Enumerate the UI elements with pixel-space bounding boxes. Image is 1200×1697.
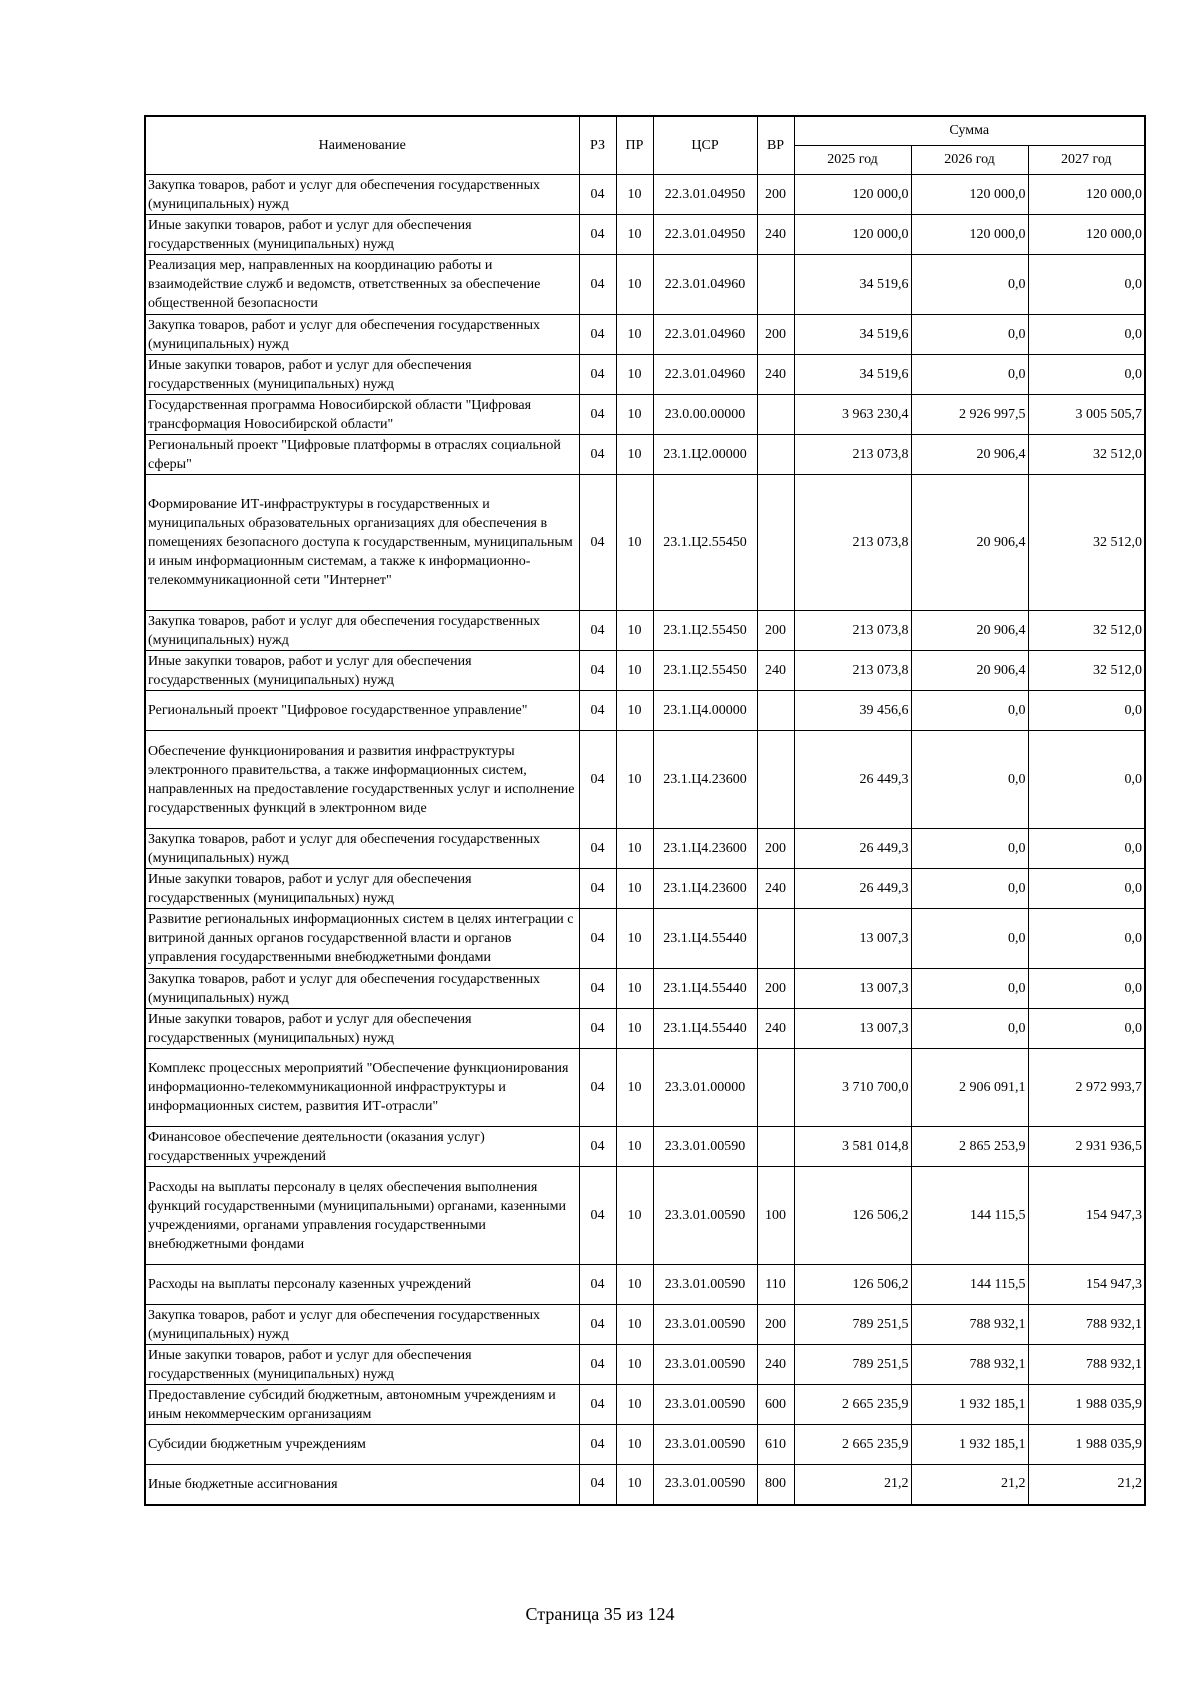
header-name: Наименование	[145, 116, 579, 175]
cell-sum-2026: 1 932 185,1	[911, 1425, 1028, 1465]
cell-rz: 04	[579, 1049, 616, 1127]
cell-sum-2026: 144 115,5	[911, 1265, 1028, 1305]
table-row	[145, 475, 1145, 611]
cell-csr: 23.3.01.00590	[653, 1305, 757, 1345]
cell-sum-2027: 0,0	[1028, 691, 1145, 731]
cell-vr: 240	[757, 1345, 794, 1385]
cell-vr: 240	[757, 215, 794, 255]
table-row	[145, 315, 1145, 355]
cell-csr: 23.1.Ц4.23600	[653, 829, 757, 869]
table-row	[145, 691, 1145, 731]
cell-name: Реализация мер, направленных на координацию работы и взаимодействие служб и ведомств, ответственных за обеспечение общественной безопасности	[145, 255, 579, 315]
cell-pr: 10	[616, 651, 653, 691]
cell-sum-2027: 0,0	[1028, 355, 1145, 395]
cell-vr: 800	[757, 1465, 794, 1505]
cell-sum-2025: 26 449,3	[794, 829, 911, 869]
cell-name: Иные закупки товаров, работ и услуг для обеспечения государственных (муниципальных) нужд	[145, 869, 579, 909]
cell-rz: 04	[579, 475, 616, 611]
cell-rz: 04	[579, 395, 616, 435]
table-row	[145, 731, 1145, 829]
cell-vr: 610	[757, 1425, 794, 1465]
cell-sum-2026: 21,2	[911, 1465, 1028, 1505]
cell-vr: 200	[757, 315, 794, 355]
cell-vr: 240	[757, 355, 794, 395]
cell-vr: 200	[757, 829, 794, 869]
cell-name: Иные закупки товаров, работ и услуг для обеспечения государственных (муниципальных) нужд	[145, 215, 579, 255]
header-pr: ПР	[616, 116, 653, 175]
table-row	[145, 1385, 1145, 1425]
cell-name: Предоставление субсидий бюджетным, автономным учреждениям и иным некоммерческим организациям	[145, 1385, 579, 1425]
cell-vr: 200	[757, 175, 794, 215]
cell-sum-2027: 32 512,0	[1028, 611, 1145, 651]
cell-pr: 10	[616, 909, 653, 969]
cell-sum-2027: 2 931 936,5	[1028, 1127, 1145, 1167]
cell-name: Закупка товаров, работ и услуг для обеспечения государственных (муниципальных) нужд	[145, 315, 579, 355]
cell-name: Закупка товаров, работ и услуг для обеспечения государственных (муниципальных) нужд	[145, 175, 579, 215]
cell-vr: 600	[757, 1385, 794, 1425]
cell-sum-2027: 21,2	[1028, 1465, 1145, 1505]
cell-name: Закупка товаров, работ и услуг для обеспечения государственных (муниципальных) нужд	[145, 611, 579, 651]
cell-rz: 04	[579, 355, 616, 395]
cell-sum-2026: 0,0	[911, 869, 1028, 909]
cell-sum-2027: 0,0	[1028, 1009, 1145, 1049]
cell-rz: 04	[579, 691, 616, 731]
cell-csr: 22.3.01.04960	[653, 355, 757, 395]
cell-sum-2026: 0,0	[911, 691, 1028, 731]
cell-sum-2026: 0,0	[911, 315, 1028, 355]
cell-sum-2026: 1 932 185,1	[911, 1385, 1028, 1425]
cell-sum-2025: 2 665 235,9	[794, 1425, 911, 1465]
cell-rz: 04	[579, 909, 616, 969]
cell-rz: 04	[579, 1465, 616, 1505]
cell-sum-2027: 154 947,3	[1028, 1265, 1145, 1305]
cell-csr: 22.3.01.04960	[653, 315, 757, 355]
cell-sum-2026: 0,0	[911, 255, 1028, 315]
cell-sum-2025: 789 251,5	[794, 1305, 911, 1345]
cell-sum-2025: 13 007,3	[794, 909, 911, 969]
cell-sum-2026: 120 000,0	[911, 175, 1028, 215]
cell-csr: 22.3.01.04950	[653, 215, 757, 255]
cell-rz: 04	[579, 1009, 616, 1049]
cell-sum-2027: 0,0	[1028, 869, 1145, 909]
cell-csr: 23.1.Ц4.55440	[653, 909, 757, 969]
cell-name: Развитие региональных информационных систем в целях интеграции с витриной данных органов государственной власти и органов управления государственными внебюджетными фондами	[145, 909, 579, 969]
cell-name: Государственная программа Новосибирской области "Цифровая трансформация Новосибирской области"	[145, 395, 579, 435]
cell-sum-2025: 13 007,3	[794, 969, 911, 1009]
cell-sum-2027: 0,0	[1028, 969, 1145, 1009]
cell-pr: 10	[616, 691, 653, 731]
cell-sum-2026: 20 906,4	[911, 475, 1028, 611]
cell-name: Иные закупки товаров, работ и услуг для обеспечения государственных (муниципальных) нужд	[145, 355, 579, 395]
cell-pr: 10	[616, 1345, 653, 1385]
cell-pr: 10	[616, 869, 653, 909]
cell-sum-2027: 788 932,1	[1028, 1345, 1145, 1385]
cell-sum-2026: 788 932,1	[911, 1305, 1028, 1345]
table-row	[145, 1049, 1145, 1127]
cell-pr: 10	[616, 475, 653, 611]
cell-sum-2025: 120 000,0	[794, 175, 911, 215]
table-row	[145, 395, 1145, 435]
cell-vr: 240	[757, 651, 794, 691]
cell-csr: 23.3.01.00000	[653, 1049, 757, 1127]
cell-sum-2026: 0,0	[911, 1009, 1028, 1049]
cell-sum-2027: 788 932,1	[1028, 1305, 1145, 1345]
cell-rz: 04	[579, 731, 616, 829]
table-header	[145, 116, 1145, 175]
cell-sum-2026: 20 906,4	[911, 651, 1028, 691]
cell-csr: 22.3.01.04950	[653, 175, 757, 215]
table-row	[145, 355, 1145, 395]
cell-vr	[757, 691, 794, 731]
cell-name: Расходы на выплаты персоналу казенных учреждений	[145, 1265, 579, 1305]
cell-sum-2026: 2 906 091,1	[911, 1049, 1028, 1127]
cell-sum-2026: 0,0	[911, 909, 1028, 969]
cell-sum-2025: 213 073,8	[794, 475, 911, 611]
cell-pr: 10	[616, 215, 653, 255]
cell-sum-2025: 126 506,2	[794, 1265, 911, 1305]
cell-sum-2026: 0,0	[911, 731, 1028, 829]
table-row	[145, 1127, 1145, 1167]
cell-sum-2027: 120 000,0	[1028, 215, 1145, 255]
table-body	[145, 175, 1145, 1505]
cell-sum-2026: 20 906,4	[911, 611, 1028, 651]
cell-pr: 10	[616, 1167, 653, 1265]
cell-name: Региональный проект "Цифровые платформы в отраслях социальной сферы"	[145, 435, 579, 475]
table-row	[145, 1009, 1145, 1049]
cell-pr: 10	[616, 611, 653, 651]
table-row	[145, 969, 1145, 1009]
cell-pr: 10	[616, 1465, 653, 1505]
cell-rz: 04	[579, 1345, 616, 1385]
cell-pr: 10	[616, 1305, 653, 1345]
cell-rz: 04	[579, 175, 616, 215]
cell-pr: 10	[616, 315, 653, 355]
cell-pr: 10	[616, 1127, 653, 1167]
header-rz: РЗ	[579, 116, 616, 175]
cell-name: Расходы на выплаты персоналу в целях обеспечения выполнения функций государственными (муниципальными) органами, казенными учреждениями, органами управления государственными внебюджетными фондами	[145, 1167, 579, 1265]
cell-sum-2026: 120 000,0	[911, 215, 1028, 255]
cell-name: Формирование ИТ-инфраструктуры в государственных и муниципальных образовательных организациях для обеспечения в помещениях безопасного доступа к государственным, муниципальным и иным информационным системам, а также к информационно-телекоммуникационной сети "Интернет"	[145, 475, 579, 611]
table-row	[145, 175, 1145, 215]
cell-pr: 10	[616, 395, 653, 435]
cell-vr: 200	[757, 1305, 794, 1345]
cell-name: Иные закупки товаров, работ и услуг для обеспечения государственных (муниципальных) нужд	[145, 1345, 579, 1385]
cell-sum-2025: 26 449,3	[794, 731, 911, 829]
cell-vr	[757, 731, 794, 829]
cell-sum-2025: 3 963 230,4	[794, 395, 911, 435]
cell-name: Региональный проект "Цифровое государственное управление"	[145, 691, 579, 731]
cell-csr: 22.3.01.04960	[653, 255, 757, 315]
cell-sum-2027: 2 972 993,7	[1028, 1049, 1145, 1127]
cell-name: Финансовое обеспечение деятельности (оказания услуг) государственных учреждений	[145, 1127, 579, 1167]
cell-rz: 04	[579, 1167, 616, 1265]
cell-rz: 04	[579, 869, 616, 909]
cell-name: Иные закупки товаров, работ и услуг для обеспечения государственных (муниципальных) нужд	[145, 651, 579, 691]
cell-vr	[757, 1049, 794, 1127]
cell-vr: 200	[757, 969, 794, 1009]
cell-sum-2027: 0,0	[1028, 315, 1145, 355]
cell-sum-2025: 213 073,8	[794, 611, 911, 651]
cell-sum-2026: 0,0	[911, 829, 1028, 869]
cell-sum-2026: 144 115,5	[911, 1167, 1028, 1265]
budget-table	[144, 115, 1146, 1506]
table-row	[145, 829, 1145, 869]
cell-sum-2025: 34 519,6	[794, 355, 911, 395]
cell-sum-2025: 26 449,3	[794, 869, 911, 909]
table-row	[145, 1305, 1145, 1345]
cell-sum-2027: 3 005 505,7	[1028, 395, 1145, 435]
cell-sum-2025: 21,2	[794, 1465, 911, 1505]
cell-sum-2027: 0,0	[1028, 829, 1145, 869]
cell-rz: 04	[579, 969, 616, 1009]
cell-vr: 110	[757, 1265, 794, 1305]
table-row	[145, 215, 1145, 255]
cell-sum-2025: 213 073,8	[794, 651, 911, 691]
cell-name: Иные бюджетные ассигнования	[145, 1465, 579, 1505]
cell-sum-2026: 0,0	[911, 969, 1028, 1009]
cell-rz: 04	[579, 829, 616, 869]
cell-sum-2026: 788 932,1	[911, 1345, 1028, 1385]
table-row	[145, 909, 1145, 969]
table-row	[145, 869, 1145, 909]
cell-csr: 23.1.Ц2.55450	[653, 475, 757, 611]
cell-csr: 23.3.01.00590	[653, 1465, 757, 1505]
cell-name: Обеспечение функционирования и развития инфраструктуры электронного правительства, а также информационных систем, направленных на предоставление государственных услуг и исполнение государственных функций в электронном виде	[145, 731, 579, 829]
cell-sum-2025: 789 251,5	[794, 1345, 911, 1385]
cell-csr: 23.3.01.00590	[653, 1345, 757, 1385]
cell-csr: 23.1.Ц4.00000	[653, 691, 757, 731]
cell-pr: 10	[616, 1265, 653, 1305]
cell-sum-2025: 3 581 014,8	[794, 1127, 911, 1167]
cell-sum-2025: 120 000,0	[794, 215, 911, 255]
cell-rz: 04	[579, 1385, 616, 1425]
table-row	[145, 1167, 1145, 1265]
header-year-2026: 2026 год	[911, 146, 1028, 175]
table-row	[145, 435, 1145, 475]
cell-csr: 23.1.Ц2.00000	[653, 435, 757, 475]
cell-vr: 240	[757, 869, 794, 909]
cell-pr: 10	[616, 1385, 653, 1425]
cell-name: Закупка товаров, работ и услуг для обеспечения государственных (муниципальных) нужд	[145, 1305, 579, 1345]
cell-sum-2025: 34 519,6	[794, 255, 911, 315]
cell-sum-2027: 154 947,3	[1028, 1167, 1145, 1265]
cell-pr: 10	[616, 255, 653, 315]
cell-sum-2025: 213 073,8	[794, 435, 911, 475]
cell-rz: 04	[579, 1127, 616, 1167]
table-row	[145, 611, 1145, 651]
table-row	[145, 651, 1145, 691]
cell-vr	[757, 255, 794, 315]
cell-rz: 04	[579, 1265, 616, 1305]
cell-sum-2025: 126 506,2	[794, 1167, 911, 1265]
header-year-2025: 2025 год	[794, 146, 911, 175]
cell-csr: 23.1.Ц4.55440	[653, 1009, 757, 1049]
header-vr: ВР	[757, 116, 794, 175]
cell-csr: 23.3.01.00590	[653, 1265, 757, 1305]
cell-sum-2027: 32 512,0	[1028, 435, 1145, 475]
cell-pr: 10	[616, 1425, 653, 1465]
cell-csr: 23.3.01.00590	[653, 1385, 757, 1425]
cell-sum-2027: 1 988 035,9	[1028, 1425, 1145, 1465]
table-row	[145, 1465, 1145, 1505]
cell-rz: 04	[579, 611, 616, 651]
cell-rz: 04	[579, 255, 616, 315]
cell-vr: 200	[757, 611, 794, 651]
cell-sum-2025: 34 519,6	[794, 315, 911, 355]
cell-vr	[757, 1127, 794, 1167]
cell-sum-2025: 13 007,3	[794, 1009, 911, 1049]
cell-vr: 240	[757, 1009, 794, 1049]
cell-name: Закупка товаров, работ и услуг для обеспечения государственных (муниципальных) нужд	[145, 969, 579, 1009]
cell-sum-2026: 0,0	[911, 355, 1028, 395]
cell-vr	[757, 475, 794, 611]
cell-sum-2025: 2 665 235,9	[794, 1385, 911, 1425]
cell-name: Иные закупки товаров, работ и услуг для обеспечения государственных (муниципальных) нужд	[145, 1009, 579, 1049]
cell-sum-2025: 3 710 700,0	[794, 1049, 911, 1127]
table-row	[145, 1345, 1145, 1385]
cell-sum-2027: 0,0	[1028, 731, 1145, 829]
cell-csr: 23.1.Ц4.55440	[653, 969, 757, 1009]
header-sum: Сумма	[794, 116, 1145, 146]
header-csr: ЦСР	[653, 116, 757, 175]
cell-pr: 10	[616, 175, 653, 215]
header-year-2027: 2027 год	[1028, 146, 1145, 175]
cell-sum-2026: 2 865 253,9	[911, 1127, 1028, 1167]
cell-rz: 04	[579, 315, 616, 355]
table-row	[145, 1265, 1145, 1305]
cell-csr: 23.3.01.00590	[653, 1425, 757, 1465]
cell-csr: 23.1.Ц2.55450	[653, 611, 757, 651]
cell-name: Комплекс процессных мероприятий "Обеспечение функционирования информационно-телекоммуникационной инфраструктуры и информационных систем, развития ИТ-отрасли"	[145, 1049, 579, 1127]
cell-pr: 10	[616, 969, 653, 1009]
cell-name: Закупка товаров, работ и услуг для обеспечения государственных (муниципальных) нужд	[145, 829, 579, 869]
cell-pr: 10	[616, 1049, 653, 1127]
cell-sum-2026: 20 906,4	[911, 435, 1028, 475]
cell-rz: 04	[579, 1425, 616, 1465]
cell-vr	[757, 395, 794, 435]
cell-csr: 23.1.Ц4.23600	[653, 731, 757, 829]
cell-sum-2027: 0,0	[1028, 909, 1145, 969]
cell-pr: 10	[616, 355, 653, 395]
table-row	[145, 1425, 1145, 1465]
cell-sum-2027: 1 988 035,9	[1028, 1385, 1145, 1425]
cell-pr: 10	[616, 1009, 653, 1049]
cell-vr	[757, 435, 794, 475]
page-number: Страница 35 из 124	[525, 1604, 675, 1624]
cell-sum-2027: 120 000,0	[1028, 175, 1145, 215]
cell-pr: 10	[616, 829, 653, 869]
cell-vr	[757, 909, 794, 969]
cell-pr: 10	[616, 731, 653, 829]
table-row	[145, 255, 1145, 315]
cell-csr: 23.0.00.00000	[653, 395, 757, 435]
cell-sum-2027: 0,0	[1028, 255, 1145, 315]
cell-csr: 23.1.Ц2.55450	[653, 651, 757, 691]
cell-pr: 10	[616, 435, 653, 475]
cell-rz: 04	[579, 1305, 616, 1345]
cell-name: Субсидии бюджетным учреждениям	[145, 1425, 579, 1465]
cell-rz: 04	[579, 435, 616, 475]
cell-rz: 04	[579, 651, 616, 691]
cell-sum-2025: 39 456,6	[794, 691, 911, 731]
cell-csr: 23.3.01.00590	[653, 1167, 757, 1265]
cell-csr: 23.1.Ц4.23600	[653, 869, 757, 909]
cell-sum-2027: 32 512,0	[1028, 651, 1145, 691]
cell-csr: 23.3.01.00590	[653, 1127, 757, 1167]
cell-rz: 04	[579, 215, 616, 255]
cell-sum-2026: 2 926 997,5	[911, 395, 1028, 435]
cell-vr: 100	[757, 1167, 794, 1265]
cell-sum-2027: 32 512,0	[1028, 475, 1145, 611]
